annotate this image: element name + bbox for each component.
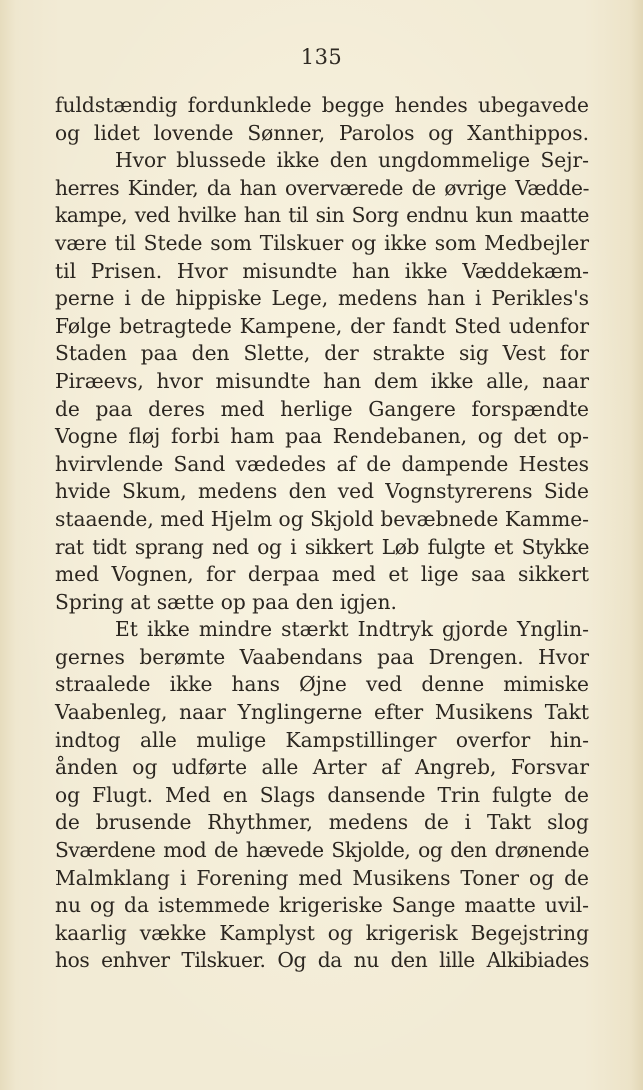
body-text [55,92,589,975]
text-line: kampe, ved hvilke han til sin Sorg endnu kun maatte [55,203,589,228]
text-line: og lidet lovende Sønner, Parolos og Xanthippos. [55,120,589,145]
text-line: rat tidt sprang ned og i sikkert Løb fulgte et Stykke [55,534,589,559]
text-line: perne i de hippiske Lege, medens han i Perikles's [55,286,589,311]
text-line: hos enhver Tilskuer. Og da nu den lille Alkibiades [55,948,589,973]
text-line: straalede ikke hans Øjne ved denne mimiske [55,672,589,697]
paragraph-start-line: Hvor blussede ikke den ungdommelige Sejr- [115,148,589,173]
text-line: til Prisen. Hvor misundte han ikke Væddekæm- [55,258,589,283]
text-line: Vaabenleg, naar Ynglingerne efter Musikens Takt [55,700,589,725]
text-line: staaende, med Hjelm og Skjold bevæbnede Kamme- [55,506,589,531]
text-line: hvirvlende Sand vædedes af de dampende Hestes [55,451,589,476]
text-line: Vogne fløj forbi ham paa Rendebanen, og det op- [55,424,589,449]
text-line: hvide Skum, medens den ved Vognstyrerens Side [55,479,589,504]
text-line: Staden paa den Slette, der strakte sig Vest for [55,341,589,366]
text-line: fuldstændig fordunklede begge hendes ubegavede [55,93,589,117]
page-number: 135 [300,45,343,69]
text-line: ånden og udførte alle Arter af Angreb, Forsvar [55,755,589,780]
text-line: indtog alle mulige Kampstillinger overfor hin- [55,727,589,752]
text-line: Malmklang i Forening med Musikens Toner og de [55,865,589,890]
text-line: kaarlig vække Kamplyst og krigerisk Begejstring [55,920,589,945]
text-line: Følge betragtede Kampene, der fandt Sted udenfor [55,313,589,338]
text-line: herres Kinder, da han overværede de øvrige Vædde- [55,175,589,200]
text-line: Sværdene mod de hævede Skjolde, og den drønende [55,838,589,863]
text-line: Piræevs, hvor misundte han dem ikke alle, naar [55,368,589,393]
text-line: gernes berømte Vaabendans paa Drengen. Hvor [55,644,589,669]
text-line: være til Stede som Tilskuer og ikke som Medbejler [55,230,589,255]
text-line: de brusende Rhythmer, medens de i Takt slog [55,810,589,835]
text-line: og Flugt. Med en Slags dansende Trin fulgte de [55,782,589,807]
text-line: de paa deres med herlige Gangere forspændte [55,396,589,421]
paragraph-end-line: Spring at sætte op paa den igjen. [55,589,397,614]
text-line: nu og da istemmede krigeriske Sange maatte uvil- [55,893,589,918]
paragraph-start-line: Et ikke mindre stærkt Indtryk gjorde Ynglin- [115,617,589,642]
text-line: med Vognen, for derpaa med et lige saa sikkert [55,562,589,587]
